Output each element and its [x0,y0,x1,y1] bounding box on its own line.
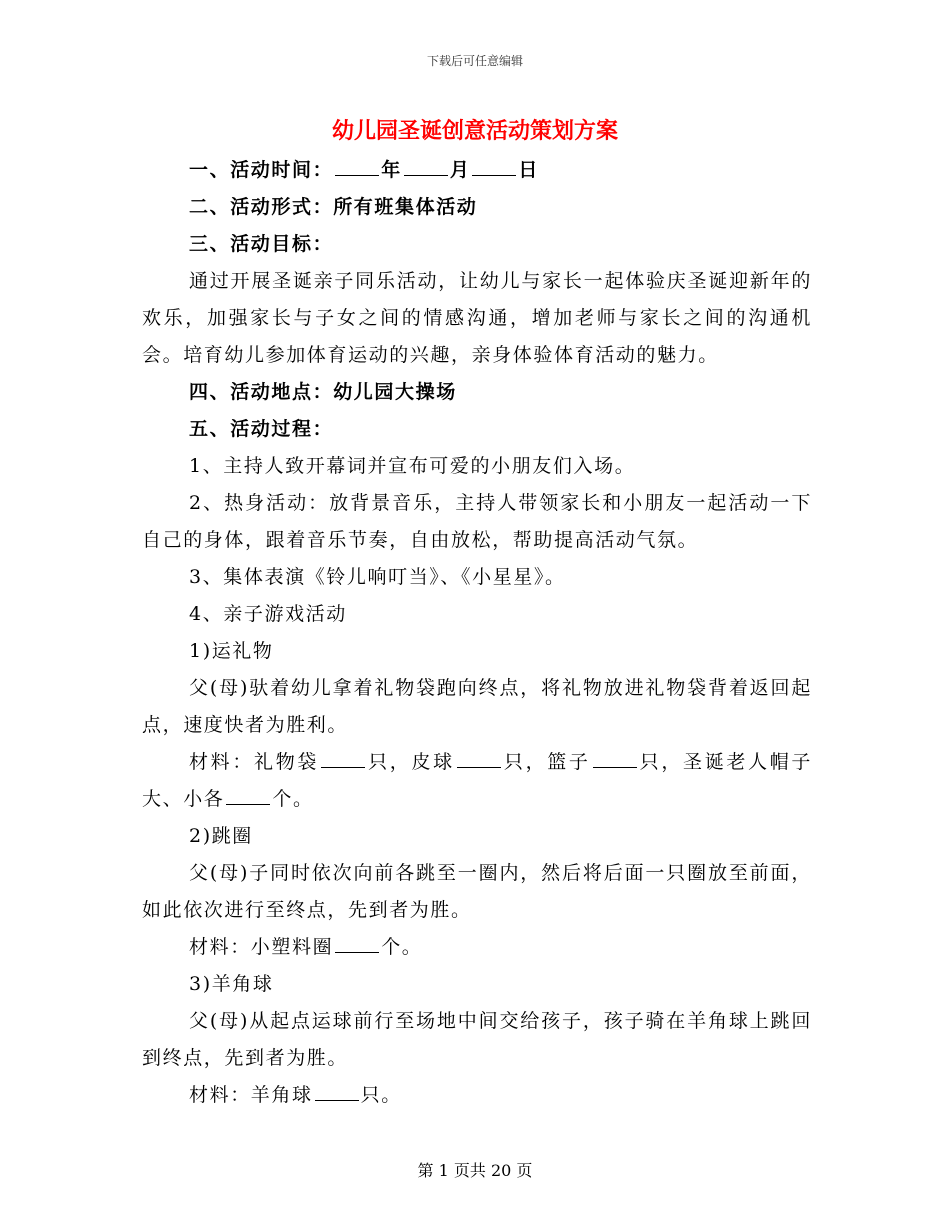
header-note: 下载后可任意编辑 [426,54,523,68]
blank-line [457,745,501,768]
blank-line [472,153,516,176]
game-2-title: 2)跳圈 [189,825,253,847]
page-footer: 第 1 页共 20 页 [417,1161,533,1180]
activity-process-heading: 五、活动过程： [189,418,334,440]
activity-goal-text: 通过开展圣诞亲子同乐活动，让幼儿与家长一起体验庆圣诞迎新年的欢乐，加强家长与子女之间的情感沟通，增加老师与家长之间的沟通机会。培育幼儿参加体育运动的兴趣，亲身体验体育活动的魅力。 [142,270,812,366]
game-1-description: 父(母)驮着幼儿拿着礼物袋跑向终点，将礼物放进礼物袋背着返回起点，速度快者为胜利。 [142,677,812,736]
game-3-description: 父(母)从起点运球前行至场地中间交给孩子，孩子骑在羊角球上跳回到终点，先到者为胜。 [142,1010,812,1069]
document-title: 幼儿园圣诞创意活动策划方案 [331,119,618,144]
blank-line [321,745,365,768]
game-3-title: 3)羊角球 [189,973,274,995]
game-1-materials: 材料：礼物袋 只，皮球 只，篮子 只，圣诞老人帽子大、小各 个。 [142,744,812,818]
blank-line [335,930,379,953]
activity-time: 一、活动时间： 年 月 日 [142,152,812,189]
blank-line [315,1078,359,1101]
blank-line [593,745,637,768]
blank-line [335,153,379,176]
activity-place: 四、活动地点：幼儿园大操场 [189,381,457,403]
document-body [142,152,812,1114]
process-step-1: 1、主持人致开幕词并宣布可爱的小朋友们入场。 [189,455,636,477]
activity-form: 二、活动形式：所有班集体活动 [189,196,478,218]
process-step-3: 3、集体表演《铃儿响叮当》、《小星星》。 [189,566,566,588]
game-2-materials: 材料：小塑料圈 个。 [142,929,812,966]
process-step-2: 2、热身活动：放背景音乐，主持人带领家长和小朋友一起活动一下自己的身体，跟着音乐节奏，自由放松，帮助提高活动气氛。 [142,492,812,551]
activity-goal-heading: 三、活动目标： [189,233,334,255]
process-step-4: 4、亲子游戏活动 [189,603,347,625]
game-3-materials: 材料：羊角球 只。 [142,1077,812,1114]
blank-line [404,153,448,176]
game-1-title: 1)运礼物 [189,640,274,662]
game-2-description: 父(母)子同时依次向前各跳至一圈内，然后将后面一只圈放至前面，如此依次进行至终点，先到者为胜。 [142,862,812,921]
blank-line [226,782,270,805]
